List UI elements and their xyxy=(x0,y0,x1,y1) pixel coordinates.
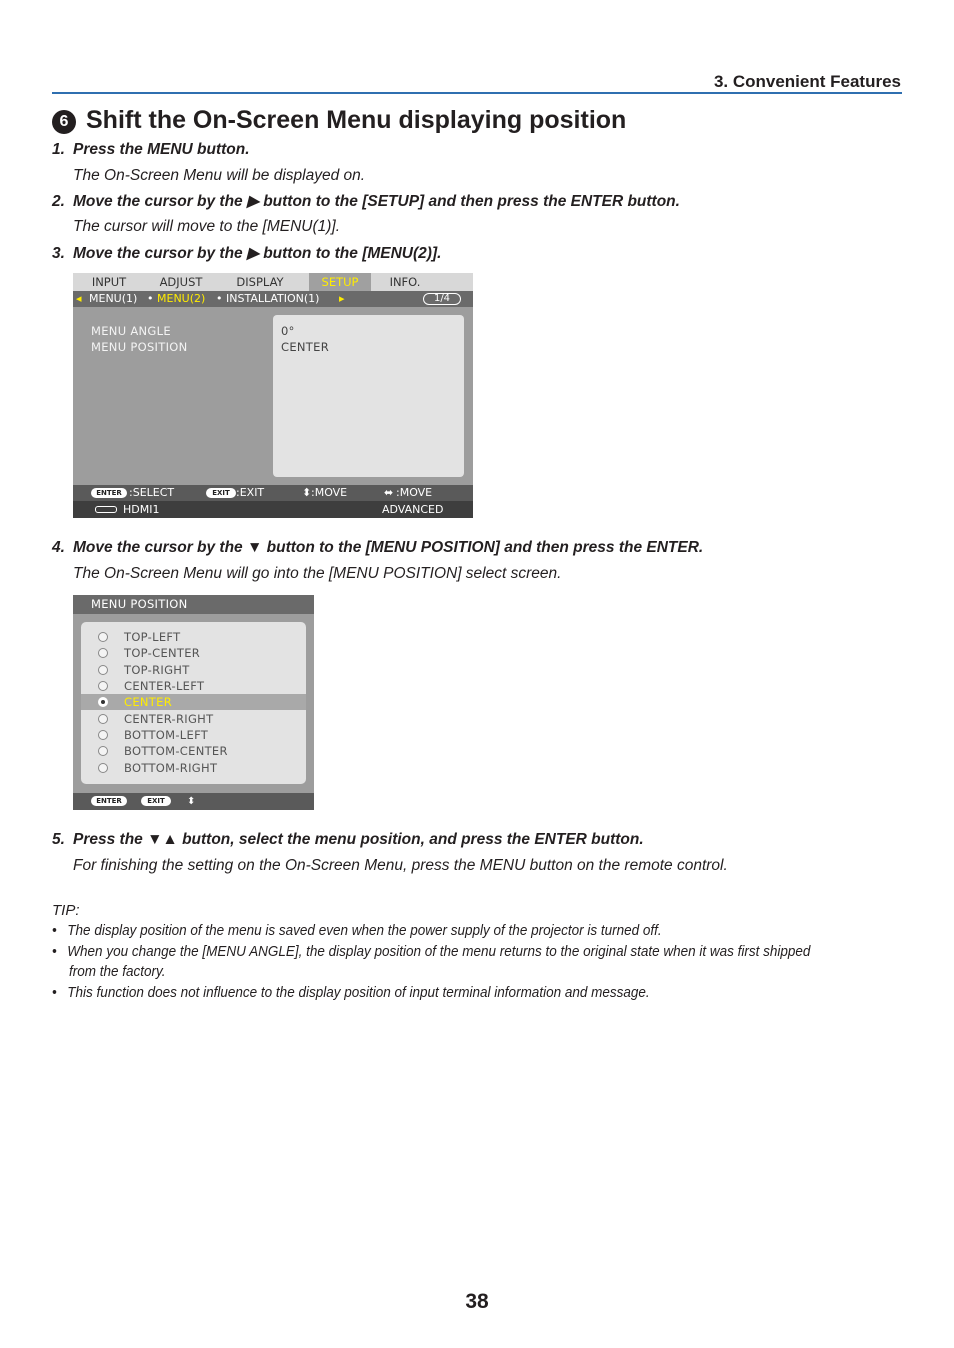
tip-item-2-text: When you change the [MENU ANGLE], the display position of the menu returns to the original state when it was first shipped xyxy=(67,943,811,960)
osd2-option-bottom-left xyxy=(81,727,306,743)
bullet-icon: • xyxy=(52,984,57,1001)
option-label: CENTER-RIGHT xyxy=(124,712,214,726)
option-label: TOP-RIGHT xyxy=(124,663,190,677)
step-2-desc: The cursor will move to the [MENU(1)]. xyxy=(73,218,341,235)
option-label: BOTTOM-CENTER xyxy=(124,744,228,758)
header-rule xyxy=(52,92,902,94)
section-number-badge: 6 xyxy=(52,110,76,134)
osd-sub-menu2: MENU(2) xyxy=(157,292,206,305)
osd2-option-top-center xyxy=(81,645,306,661)
osd-tab-adjust: ADJUST xyxy=(159,275,203,289)
osd2-updown-icon: ⬍ xyxy=(187,796,196,807)
step-5 xyxy=(52,831,644,849)
step-1 xyxy=(52,141,250,159)
step-3-text: Move the cursor by the ▶ button to the [MENU(2)]. xyxy=(73,245,442,262)
osd2-option-center-right xyxy=(81,711,306,727)
osd-sub-installation1: INSTALLATION(1) xyxy=(226,292,320,305)
osd-right-arrow-icon: ▸ xyxy=(339,292,345,305)
osd2-option-top-left xyxy=(81,629,306,645)
osd-move-v-label: :MOVE xyxy=(311,486,348,499)
radio-icon xyxy=(98,632,108,642)
step-4-desc: The On-Screen Menu will go into the [MENU POSITION] select screen. xyxy=(73,565,562,582)
osd2-option-bottom-right xyxy=(81,760,306,776)
osd-page-indicator: 1/4 xyxy=(423,293,461,305)
option-label: BOTTOM-RIGHT xyxy=(124,761,218,775)
step-2 xyxy=(52,192,680,211)
step-3-number: 3. xyxy=(52,245,65,262)
osd-source: HDMI1 xyxy=(123,503,160,516)
osd-menu-position-screenshot xyxy=(73,595,314,810)
osd2-title: MENU POSITION xyxy=(73,595,314,614)
tip-label: TIP: xyxy=(52,902,80,919)
option-label: CENTER xyxy=(124,695,172,709)
step-2-number: 2. xyxy=(52,193,65,210)
osd-items-panel xyxy=(73,315,263,477)
osd-exit-key-icon: EXIT xyxy=(206,488,236,498)
option-label: TOP-LEFT xyxy=(124,630,181,644)
osd-tab-info: INFO. xyxy=(389,275,421,289)
osd2-option-center xyxy=(81,694,306,710)
step-1-desc: The On-Screen Menu will be displayed on. xyxy=(73,167,366,184)
step-5-text: Press the ▼▲ button, select the menu position, and press the ENTER button. xyxy=(73,831,644,848)
bullet-icon: • xyxy=(52,943,57,960)
osd-mode: ADVANCED xyxy=(382,503,444,516)
option-label: BOTTOM-LEFT xyxy=(124,728,209,742)
radio-icon xyxy=(98,714,108,724)
step-1-text: Press the MENU button. xyxy=(73,141,250,158)
chapter-header: 3. Convenient Features xyxy=(713,72,901,91)
tip-item-1 xyxy=(52,922,662,939)
step-5-desc: For finishing the setting on the On-Screen Menu, press the MENU button on the remote control. xyxy=(73,857,728,874)
osd-tab-input: INPUT xyxy=(91,275,127,289)
osd-tab-setup: SETUP xyxy=(309,273,371,291)
step-4 xyxy=(52,539,703,557)
hdmi-icon xyxy=(95,506,117,513)
step-4-text: Move the cursor by the ▼ button to the [MENU POSITION] and then press the ENTER. xyxy=(73,539,704,556)
osd-sub-sep-1: • xyxy=(147,292,154,305)
radio-icon xyxy=(98,681,108,691)
osd-item-menu-position: MENU POSITION xyxy=(91,340,188,354)
radio-icon xyxy=(98,763,108,773)
osd-tab-display: DISPLAY xyxy=(236,275,284,289)
osd-enter-key-icon: ENTER xyxy=(91,488,127,498)
osd2-exit-key-icon: EXIT xyxy=(141,796,171,806)
osd2-option-top-right xyxy=(81,662,306,678)
step-1-number: 1. xyxy=(52,141,65,158)
osd-move-h-label: :MOVE xyxy=(396,486,433,499)
osd2-option-center-left xyxy=(81,678,306,694)
tip-item-1-text: The display position of the menu is saved even when the power supply of the projector is turned off. xyxy=(67,922,662,939)
tip-item-2-cont: from the factory. xyxy=(69,963,166,980)
osd-value-menu-position: CENTER xyxy=(281,340,329,354)
step-2-text: Move the cursor by the ▶ button to the [SETUP] and then press the ENTER button. xyxy=(73,193,680,210)
section-title-text: Shift the On-Screen Menu displaying position xyxy=(86,106,627,134)
osd-select-label: :SELECT xyxy=(129,486,175,499)
step-4-number: 4. xyxy=(52,539,65,556)
option-label: TOP-CENTER xyxy=(124,646,201,660)
radio-icon xyxy=(98,665,108,675)
osd-status-bar xyxy=(73,501,473,518)
osd-setup-menu-screenshot xyxy=(73,273,473,518)
step-3 xyxy=(52,244,441,263)
radio-icon xyxy=(98,746,108,756)
radio-icon xyxy=(98,730,108,740)
osd-sub-sep-2: • xyxy=(216,292,223,305)
page-number: 38 xyxy=(465,1290,489,1313)
section-title xyxy=(52,106,626,135)
osd-item-menu-angle: MENU ANGLE xyxy=(91,324,171,338)
osd-submenu-bar xyxy=(73,291,473,307)
osd2-option-bottom-center xyxy=(81,743,306,759)
osd2-enter-key-icon: ENTER xyxy=(91,796,127,806)
osd-leftright-icon: ⬌ xyxy=(384,486,394,499)
osd-left-arrow-icon: ◂ xyxy=(76,292,82,305)
osd-exit-label: :EXIT xyxy=(236,486,265,499)
tip-item-2 xyxy=(52,943,810,960)
tip-item-3-text: This function does not influence to the display position of input terminal information and message. xyxy=(67,984,650,1001)
radio-icon xyxy=(98,648,108,658)
osd-value-menu-angle: 0° xyxy=(281,324,295,338)
bullet-icon: • xyxy=(52,922,57,939)
osd-values-panel xyxy=(273,315,464,477)
osd-tab-bar xyxy=(73,273,473,291)
option-label: CENTER-LEFT xyxy=(124,679,205,693)
osd2-footer xyxy=(73,793,314,810)
osd-footer-keys xyxy=(73,485,473,501)
step-5-number: 5. xyxy=(52,831,65,848)
osd2-options-list xyxy=(81,622,306,784)
radio-selected-icon xyxy=(98,697,108,707)
osd-updown-icon: ⬍ xyxy=(302,486,312,499)
tip-item-3 xyxy=(52,984,650,1001)
osd-sub-menu1: MENU(1) xyxy=(89,292,138,305)
